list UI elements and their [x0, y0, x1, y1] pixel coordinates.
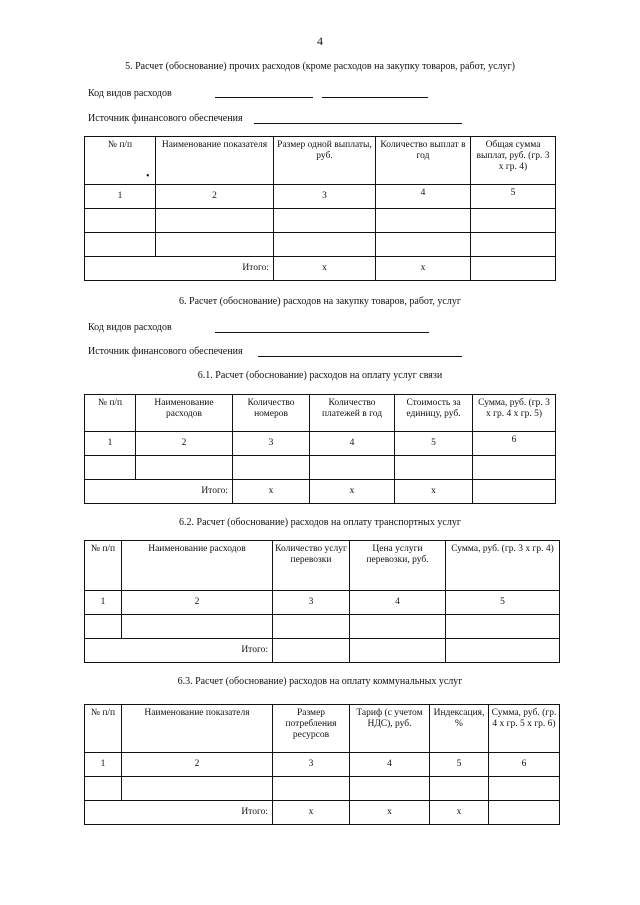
section-5-source-label: Источник финансового обеспечения [88, 113, 243, 124]
section-6-code-label: Код видов расходов [88, 322, 172, 333]
total-label: Итого: [85, 480, 233, 504]
header-cell: Количество номеров [233, 395, 310, 432]
column-number: 6 [489, 753, 560, 777]
table-row [85, 233, 556, 257]
section-6-1-heading: 6.1. Расчет (обоснование) расходов на оплату услуг связи [197, 370, 443, 381]
table-total-row [85, 257, 556, 281]
total-mark: х [310, 480, 395, 504]
column-number: 5 [430, 753, 489, 777]
section-5-table [84, 136, 556, 281]
table-header-row [85, 705, 560, 753]
column-number: 1 [85, 753, 122, 777]
table-row [85, 777, 560, 801]
section-5-source-line[interactable] [254, 123, 462, 124]
header-cell: Наименование расходов [136, 395, 233, 432]
header-cell: № п/п [85, 705, 122, 753]
section-6-source-label: Источник финансового обеспечения [88, 346, 243, 357]
header-cell: Размер потребления ресурсов [273, 705, 350, 753]
column-number: 4 [310, 432, 395, 456]
header-cell: Цена услуги перевозки, руб. [350, 541, 446, 591]
header-cell: Сумма, руб. (гр. 4 х гр. 5 х гр. 6) [489, 705, 560, 753]
total-label: Итого: [85, 639, 273, 663]
section-6-3-heading: 6.3. Расчет (обоснование) расходов на оплату коммунальных услуг [177, 676, 463, 687]
column-number: 4 [350, 753, 430, 777]
header-cell: № п/п [85, 395, 136, 432]
header-cell: № п/п [85, 137, 156, 185]
header-cell: Общая сумма выплат, руб. (гр. 3 х гр. 4) [471, 137, 556, 185]
column-number: 5 [395, 432, 473, 456]
table-row [85, 456, 556, 480]
column-number: 6 [473, 432, 556, 456]
column-number: 3 [273, 591, 350, 615]
section-5-code-line-b[interactable] [322, 97, 428, 98]
section-5-code-label: Код видов расходов [88, 88, 172, 99]
stray-mark: • [146, 171, 150, 182]
header-cell: № п/п [85, 541, 122, 591]
header-cell: Наименование расходов [122, 541, 273, 591]
column-number: 3 [233, 432, 310, 456]
column-number: 2 [156, 185, 274, 209]
column-number: 1 [85, 432, 136, 456]
table-header-row [85, 395, 556, 432]
header-cell: Количество услуг перевозки [273, 541, 350, 591]
column-number: 2 [122, 753, 273, 777]
header-cell: Количество платежей в год [310, 395, 395, 432]
section-6-heading: 6. Расчет (обоснование) расходов на закупку товаров, работ, услуг [179, 296, 461, 307]
table-header-row [85, 137, 556, 185]
total-mark: х [430, 801, 489, 825]
total-mark: х [395, 480, 473, 504]
table-number-row [85, 432, 556, 456]
header-cell: Стоимость за единицу, руб. [395, 395, 473, 432]
header-cell: Наименование показателя [122, 705, 273, 753]
header-cell: Сумма, руб. (гр. 3 х гр. 4 х гр. 5) [473, 395, 556, 432]
total-label: Итого: [85, 257, 274, 281]
section-6-1-table [84, 394, 556, 504]
section-6-code-line[interactable] [215, 332, 429, 333]
section-5-heading: 5. Расчет (обоснование) прочих расходов (кроме расходов на закупку товаров, работ, услуг) [125, 61, 515, 72]
table-total-row [85, 639, 560, 663]
section-6-2-heading: 6.2. Расчет (обоснование) расходов на оплату транспортных услуг [179, 517, 461, 528]
table-header-row [85, 541, 560, 591]
total-mark: х [273, 801, 350, 825]
section-6-2-table [84, 540, 560, 663]
table-total-row [85, 480, 556, 504]
header-cell: Наименование показателя [156, 137, 274, 185]
column-number: 4 [350, 591, 446, 615]
total-label: Итого: [85, 801, 273, 825]
column-number: 2 [136, 432, 233, 456]
table-total-row [85, 801, 560, 825]
header-cell: Индексация, % [430, 705, 489, 753]
table-number-row [85, 591, 560, 615]
total-mark: х [376, 257, 471, 281]
column-number: 2 [122, 591, 273, 615]
table-number-row [85, 185, 556, 209]
total-mark: х [274, 257, 376, 281]
header-cell: Размер одной выплаты, руб. [274, 137, 376, 185]
header-cell: Количество выплат в год [376, 137, 471, 185]
page-number: 4 [317, 34, 323, 48]
table-row [85, 209, 556, 233]
section-5-code-line-a[interactable] [215, 97, 313, 98]
column-number: 3 [273, 753, 350, 777]
column-number: 5 [471, 185, 556, 209]
total-mark: х [233, 480, 310, 504]
header-cell: Сумма, руб. (гр. 3 х гр. 4) [446, 541, 560, 591]
column-number: 3 [274, 185, 376, 209]
column-number: 4 [376, 185, 471, 209]
table-row [85, 615, 560, 639]
section-6-3-table [84, 704, 560, 825]
table-number-row [85, 753, 560, 777]
column-number: 5 [446, 591, 560, 615]
section-6-source-line[interactable] [258, 356, 462, 357]
column-number: 1 [85, 185, 156, 209]
column-number: 1 [85, 591, 122, 615]
header-cell: Тариф (с учетом НДС), руб. [350, 705, 430, 753]
total-mark: х [350, 801, 430, 825]
